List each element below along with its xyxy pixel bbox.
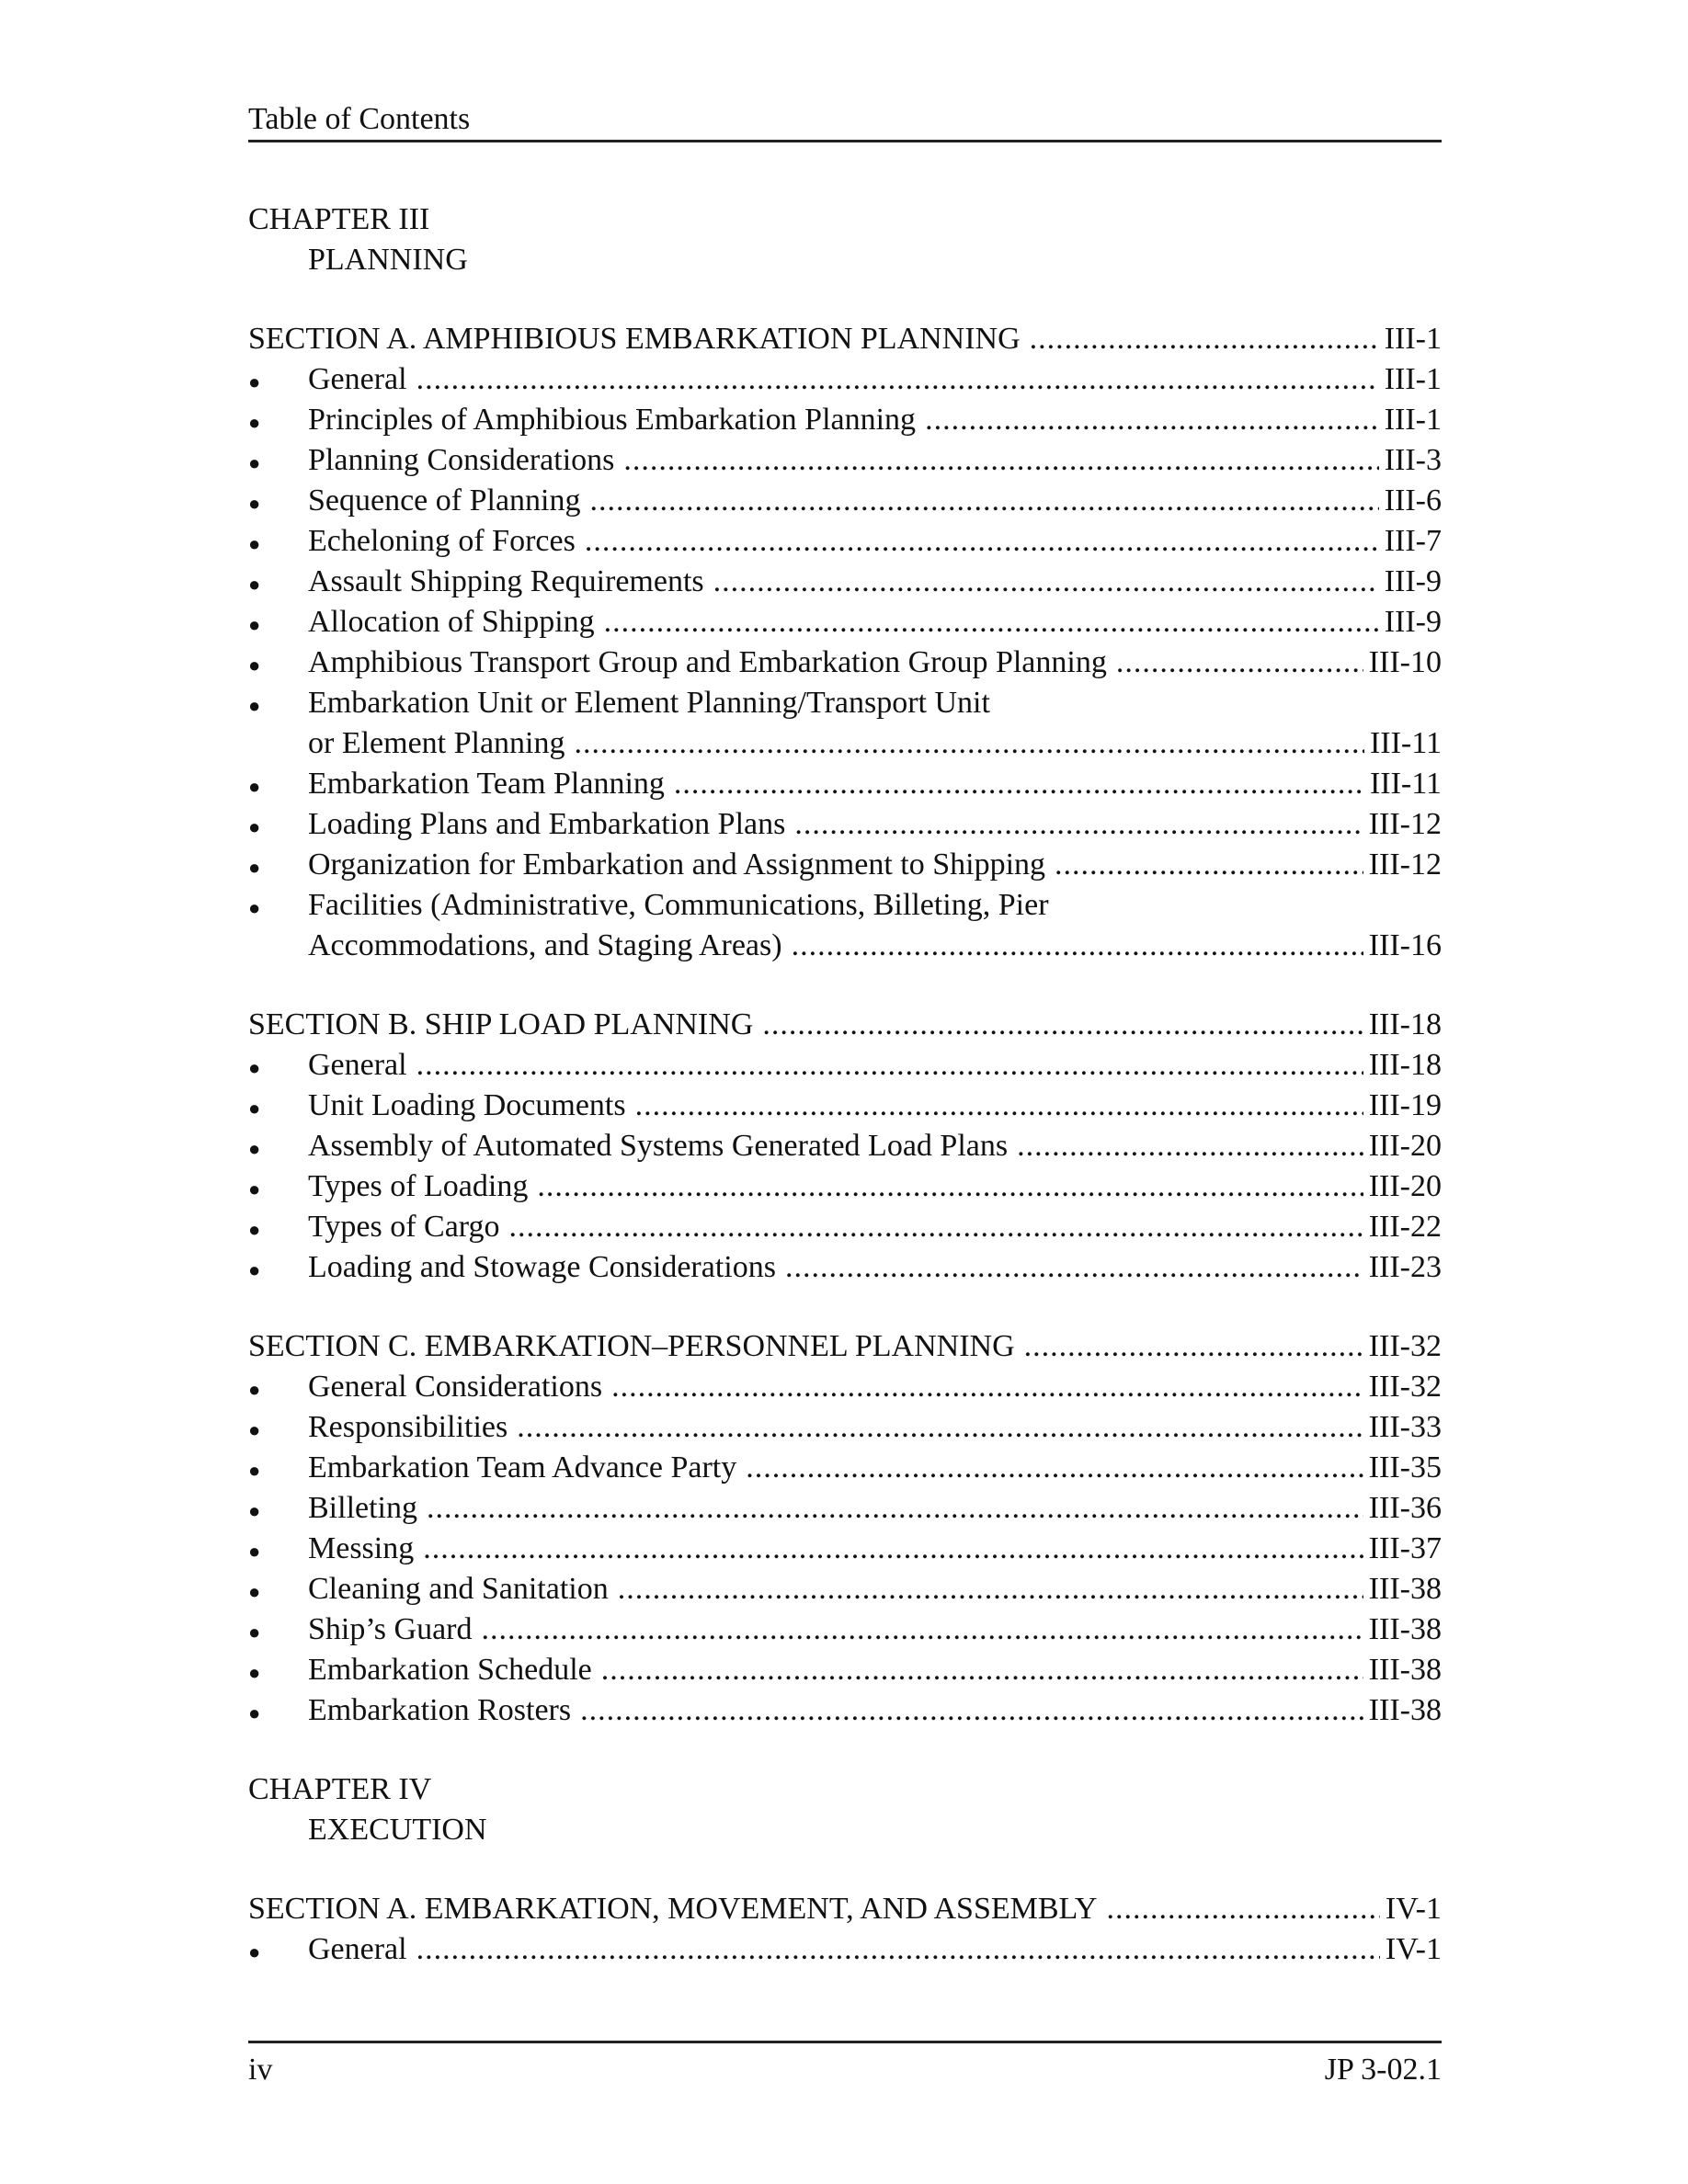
dot-leader <box>580 1690 1363 1731</box>
entry-text: Embarkation Team Advance Party <box>308 1450 737 1484</box>
footer-page-number: iv <box>248 2053 273 2087</box>
page-reference: III-22 <box>1368 1210 1442 1244</box>
bullet-icon: ● <box>248 573 261 596</box>
bullet-icon: ● <box>248 775 261 798</box>
entry-text: General <box>308 1932 407 1966</box>
dot-leader <box>601 1650 1363 1690</box>
dot-leader <box>674 764 1364 804</box>
dot-leader <box>794 804 1363 845</box>
entry-text: Embarkation Schedule <box>308 1653 592 1687</box>
page-reference: III-1 <box>1384 322 1442 356</box>
bullet-icon: ● <box>248 370 261 393</box>
bullet-icon: ● <box>248 1177 261 1200</box>
toc-entry[interactable] <box>248 1610 1442 1650</box>
document-page <box>248 0 1442 2184</box>
page-reference: III-16 <box>1368 928 1442 962</box>
toc-entry[interactable] <box>248 521 1442 562</box>
entry-text: Embarkation Unit or Element Planning/Transport Unit <box>308 686 990 720</box>
toc-entry-continuation[interactable] <box>248 926 1442 966</box>
page-reference: III-1 <box>1384 362 1442 396</box>
toc-entry[interactable] <box>248 1247 1442 1288</box>
footer-rule <box>248 2041 1442 2043</box>
page-reference: III-38 <box>1368 1653 1442 1687</box>
bullet-icon: ● <box>248 1097 261 1120</box>
entry-text-continued: Accommodations, and Staging Areas) <box>308 928 782 962</box>
dot-leader <box>925 400 1379 440</box>
header-rule <box>248 140 1442 142</box>
bullet-icon: ● <box>248 1218 261 1241</box>
toc-entry[interactable] <box>248 1126 1442 1166</box>
page-reference: III-10 <box>1368 645 1442 679</box>
entry-text: Assault Shipping Requirements <box>308 564 704 598</box>
page-reference: III-37 <box>1368 1531 1442 1565</box>
bullet-icon: ● <box>248 1540 261 1563</box>
section-heading[interactable] <box>248 319 1442 359</box>
bullet-icon: ● <box>248 896 261 919</box>
toc-entry[interactable] <box>248 1529 1442 1569</box>
entry-text: Loading Plans and Embarkation Plans <box>308 807 786 841</box>
page-reference: III-7 <box>1384 524 1442 558</box>
bullet-icon: ● <box>248 654 261 677</box>
dot-leader <box>618 1569 1363 1610</box>
bullet-icon: ● <box>248 815 261 838</box>
dot-leader <box>585 521 1379 562</box>
toc-entry[interactable] <box>248 1207 1442 1247</box>
bullet-icon: ● <box>248 1056 261 1079</box>
page-reference: III-11 <box>1369 767 1442 801</box>
page-reference: III-11 <box>1369 726 1442 760</box>
bullet-icon: ● <box>248 1661 261 1684</box>
page-reference: III-19 <box>1368 1088 1442 1122</box>
bullet-icon: ● <box>248 1459 261 1482</box>
toc-entry-continuation[interactable] <box>248 723 1442 764</box>
entry-text: Allocation of Shipping <box>308 605 595 639</box>
dot-leader <box>423 1529 1363 1569</box>
page-reference: III-35 <box>1368 1450 1442 1484</box>
toc-entry[interactable] <box>248 602 1442 643</box>
entry-text: Types of Cargo <box>308 1210 500 1244</box>
chapter-title: PLANNING <box>308 243 468 277</box>
toc-entry[interactable] <box>248 1690 1442 1731</box>
page-reference: III-20 <box>1368 1129 1442 1163</box>
entry-text: Amphibious Transport Group and Embarkation Group Planning <box>308 645 1107 679</box>
toc-entry[interactable] <box>248 1488 1442 1529</box>
page-reference: III-12 <box>1368 847 1442 882</box>
bullet-icon: ● <box>248 411 261 434</box>
entry-text: Unit Loading Documents <box>308 1088 626 1122</box>
toc-content <box>248 199 1442 1970</box>
dot-leader <box>635 1086 1363 1126</box>
dot-leader <box>623 440 1378 481</box>
dot-leader <box>792 926 1363 966</box>
bullet-icon: ● <box>248 492 261 515</box>
entry-text: Billeting <box>308 1491 417 1525</box>
page-reference: IV-1 <box>1385 1932 1442 1966</box>
dot-leader <box>604 602 1379 643</box>
bullet-icon: ● <box>248 1580 261 1603</box>
dot-leader <box>482 1610 1363 1650</box>
page-reference: III-9 <box>1384 564 1442 598</box>
section-heading[interactable] <box>248 1005 1442 1045</box>
running-header: Table of Contents <box>248 102 471 136</box>
page-reference: III-32 <box>1368 1370 1442 1404</box>
entry-text: Organization for Embarkation and Assignment to Shipping <box>308 847 1046 882</box>
toc-entry[interactable] <box>248 1045 1442 1086</box>
page-reference: III-12 <box>1368 807 1442 841</box>
dot-leader <box>416 1045 1363 1086</box>
bullet-icon: ● <box>248 1258 261 1281</box>
bullet-icon: ● <box>248 1499 261 1522</box>
entry-text: Cleaning and Sanitation <box>308 1572 609 1606</box>
section-title: SECTION A. EMBARKATION, MOVEMENT, AND ASSEMBLY <box>248 1892 1098 1926</box>
entry-text: Planning Considerations <box>308 443 615 477</box>
toc-entry[interactable] <box>248 1166 1442 1207</box>
dot-leader <box>762 1005 1363 1045</box>
chapter-label: CHAPTER III <box>248 202 430 236</box>
bullet-icon: ● <box>248 1418 261 1441</box>
entry-text-continued: or Element Planning <box>308 726 565 760</box>
dot-leader <box>611 1367 1363 1407</box>
dot-leader <box>509 1207 1363 1247</box>
bullet-icon: ● <box>248 694 261 717</box>
dot-leader <box>590 481 1379 521</box>
page-reference: III-3 <box>1384 443 1442 477</box>
dot-leader <box>575 723 1364 764</box>
page-reference: III-20 <box>1368 1169 1442 1203</box>
section-title: SECTION B. SHIP LOAD PLANNING <box>248 1007 754 1041</box>
section-title: SECTION A. AMPHIBIOUS EMBARKATION PLANNING <box>248 322 1021 356</box>
toc-entry[interactable] <box>248 1929 1442 1970</box>
bullet-icon: ● <box>248 856 261 879</box>
dot-leader <box>1017 1126 1363 1166</box>
section-heading[interactable] <box>248 1889 1442 1929</box>
toc-entry[interactable] <box>248 359 1442 400</box>
entry-text: Echeloning of Forces <box>308 524 576 558</box>
bullet-icon: ● <box>248 1701 261 1724</box>
bullet-icon: ● <box>248 1137 261 1160</box>
toc-entry[interactable] <box>248 562 1442 602</box>
page-reference: III-38 <box>1368 1693 1442 1727</box>
dot-leader <box>416 359 1379 400</box>
entry-text: Types of Loading <box>308 1169 529 1203</box>
bullet-icon: ● <box>248 1621 261 1644</box>
toc-entry[interactable] <box>248 1407 1442 1448</box>
dot-leader <box>1030 319 1379 359</box>
page-reference: III-36 <box>1368 1491 1442 1525</box>
toc-entry[interactable] <box>248 481 1442 521</box>
toc-entry[interactable] <box>248 400 1442 440</box>
dot-leader <box>537 1166 1363 1207</box>
toc-entry[interactable] <box>248 764 1442 804</box>
entry-text: Embarkation Rosters <box>308 1693 572 1727</box>
entry-text: General Considerations <box>308 1370 603 1404</box>
section-heading[interactable] <box>248 1326 1442 1367</box>
entry-text: Sequence of Planning <box>308 483 581 518</box>
toc-entry[interactable] <box>248 1367 1442 1407</box>
dot-leader <box>1116 643 1363 683</box>
entry-text: General <box>308 362 407 396</box>
bullet-icon: ● <box>248 451 261 474</box>
chapter-label: CHAPTER IV <box>248 1772 432 1806</box>
entry-text: Principles of Amphibious Embarkation Planning <box>308 403 917 437</box>
toc-entry[interactable] <box>248 1569 1442 1610</box>
toc-entry[interactable] <box>248 1650 1442 1690</box>
entry-text: Messing <box>308 1531 415 1565</box>
page-reference: III-18 <box>1368 1048 1442 1082</box>
entry-text: General <box>308 1048 407 1082</box>
dot-leader <box>416 1929 1380 1970</box>
section-title: SECTION C. EMBARKATION–PERSONNEL PLANNING <box>248 1329 1015 1363</box>
page-reference: III-6 <box>1384 483 1442 518</box>
page-reference: III-23 <box>1368 1250 1442 1284</box>
entry-text: Facilities (Administrative, Communications, Billeting, Pier <box>308 888 1049 922</box>
toc-entry[interactable] <box>248 845 1442 885</box>
dot-leader <box>427 1488 1363 1529</box>
toc-entry[interactable] <box>248 643 1442 683</box>
page-reference: III-32 <box>1368 1329 1442 1363</box>
entry-text: Assembly of Automated Systems Generated Load Plans <box>308 1129 1009 1163</box>
toc-entry-first-line[interactable] <box>248 683 1442 723</box>
page-reference: III-18 <box>1368 1007 1442 1041</box>
entry-text: Ship’s Guard <box>308 1612 473 1646</box>
toc-entry[interactable] <box>248 804 1442 845</box>
bullet-icon: ● <box>248 532 261 555</box>
dot-leader <box>785 1247 1363 1288</box>
dot-leader <box>746 1448 1363 1488</box>
bullet-icon: ● <box>248 1378 261 1401</box>
dot-leader <box>1106 1889 1379 1929</box>
entry-text: Embarkation Team Planning <box>308 767 665 801</box>
footer-publication: JP 3-02.1 <box>1324 2053 1442 2087</box>
dot-leader <box>517 1407 1363 1448</box>
page-reference: III-38 <box>1368 1612 1442 1646</box>
bullet-icon: ● <box>248 1940 261 1963</box>
entry-text: Loading and Stowage Considerations <box>308 1250 776 1284</box>
entry-text: Responsibilities <box>308 1410 508 1444</box>
page-reference: III-38 <box>1368 1572 1442 1606</box>
bullet-icon: ● <box>248 613 261 636</box>
toc-entry[interactable] <box>248 1448 1442 1488</box>
chapter-title: EXECUTION <box>308 1813 487 1847</box>
dot-leader <box>1024 1326 1363 1367</box>
toc-entry[interactable] <box>248 1086 1442 1126</box>
page-reference: III-9 <box>1384 605 1442 639</box>
page-reference: III-33 <box>1368 1410 1442 1444</box>
toc-entry-first-line[interactable] <box>248 885 1442 926</box>
page-reference: IV-1 <box>1385 1892 1442 1926</box>
page-reference: III-1 <box>1384 403 1442 437</box>
toc-entry[interactable] <box>248 440 1442 481</box>
dot-leader <box>1055 845 1363 885</box>
dot-leader <box>713 562 1379 602</box>
